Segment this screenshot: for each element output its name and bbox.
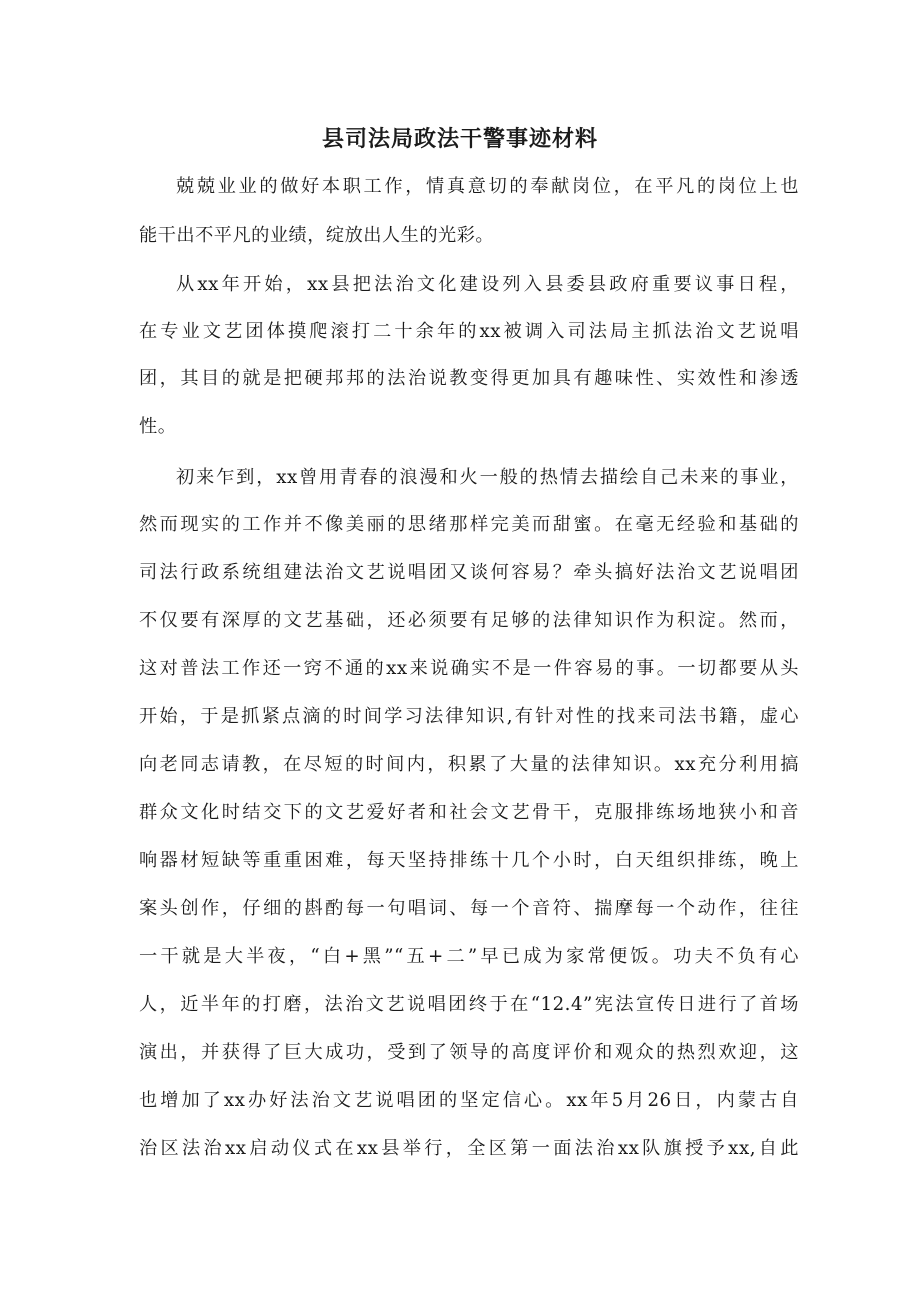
document-title: 县司法局政法干警事迹材料 [321, 127, 598, 152]
text-line: 治区法治xx启动仪式在xx县举行，全区第一面法治xx队旗授予xx,自此 [139, 1138, 799, 1159]
text-line: 演出，并获得了巨大成功，受到了领导的高度评价和观众的热烈欢迎，这 [139, 1042, 799, 1063]
text-line: 司法行政系统组建法治文艺说唱团又谈何容易？牵头搞好法治文艺说唱团 [139, 562, 799, 583]
text-line: 性。 [139, 416, 177, 437]
text-line: 响器材短缺等重重困难，每天坚持排练十几个小时，白天组织排练，晚上 [139, 850, 799, 871]
text-line: 在专业文艺团体摸爬滚打二十余年的xx被调入司法局主抓法治文艺说唱 [139, 321, 799, 342]
text-line: 不仅要有深厚的文艺基础，还必须要有足够的法律知识作为积淀。然而， [139, 610, 799, 631]
text-line: 初来乍到，xx曾用青春的浪漫和火一般的热情去描绘自己未来的事业， [176, 467, 799, 488]
text-line: 从xx年开始，xx县把法治文化建设列入县委县政府重要议事日程， [176, 274, 799, 295]
text-line: 兢兢业业的做好本职工作，情真意切的奉献岗位，在平凡的岗位上也 [176, 176, 799, 197]
text-line: 一干就是大半夜，“白+黑”“五+二”早已成为家常便饭。功夫不负有心 [139, 946, 799, 967]
text-line: 也增加了xx办好法治文艺说唱团的坚定信心。xx年5月26日，内蒙古自 [139, 1090, 799, 1111]
text-line: 能干出不平凡的业绩，绽放出人生的光彩。 [139, 225, 495, 246]
text-line: 案头创作，仔细的斟酌每一句唱词、每一个音符、揣摩每一个动作，往往 [139, 898, 799, 919]
text-line: 开始，于是抓紧点滴的时间学习法律知识,有针对性的找来司法书籍，虚心 [139, 706, 799, 727]
text-line: 这对普法工作还一窍不通的xx来说确实不是一件容易的事。一切都要从头 [139, 658, 799, 679]
text-line: 向老同志请教，在尽短的时间内，积累了大量的法律知识。xx充分利用搞 [139, 754, 799, 775]
text-line: 然而现实的工作并不像美丽的思绪那样完美而甜蜜。在毫无经验和基础的 [139, 514, 799, 535]
text-line: 人，近半年的打磨，法治文艺说唱团终于在“12.4”宪法宣传日进行了首场 [139, 994, 799, 1015]
text-line: 群众文化时结交下的文艺爱好者和社会文艺骨干，克服排练场地狭小和音 [139, 802, 799, 823]
text-line: 团，其目的就是把硬邦邦的法治说教变得更加具有趣味性、实效性和渗透 [139, 368, 799, 389]
